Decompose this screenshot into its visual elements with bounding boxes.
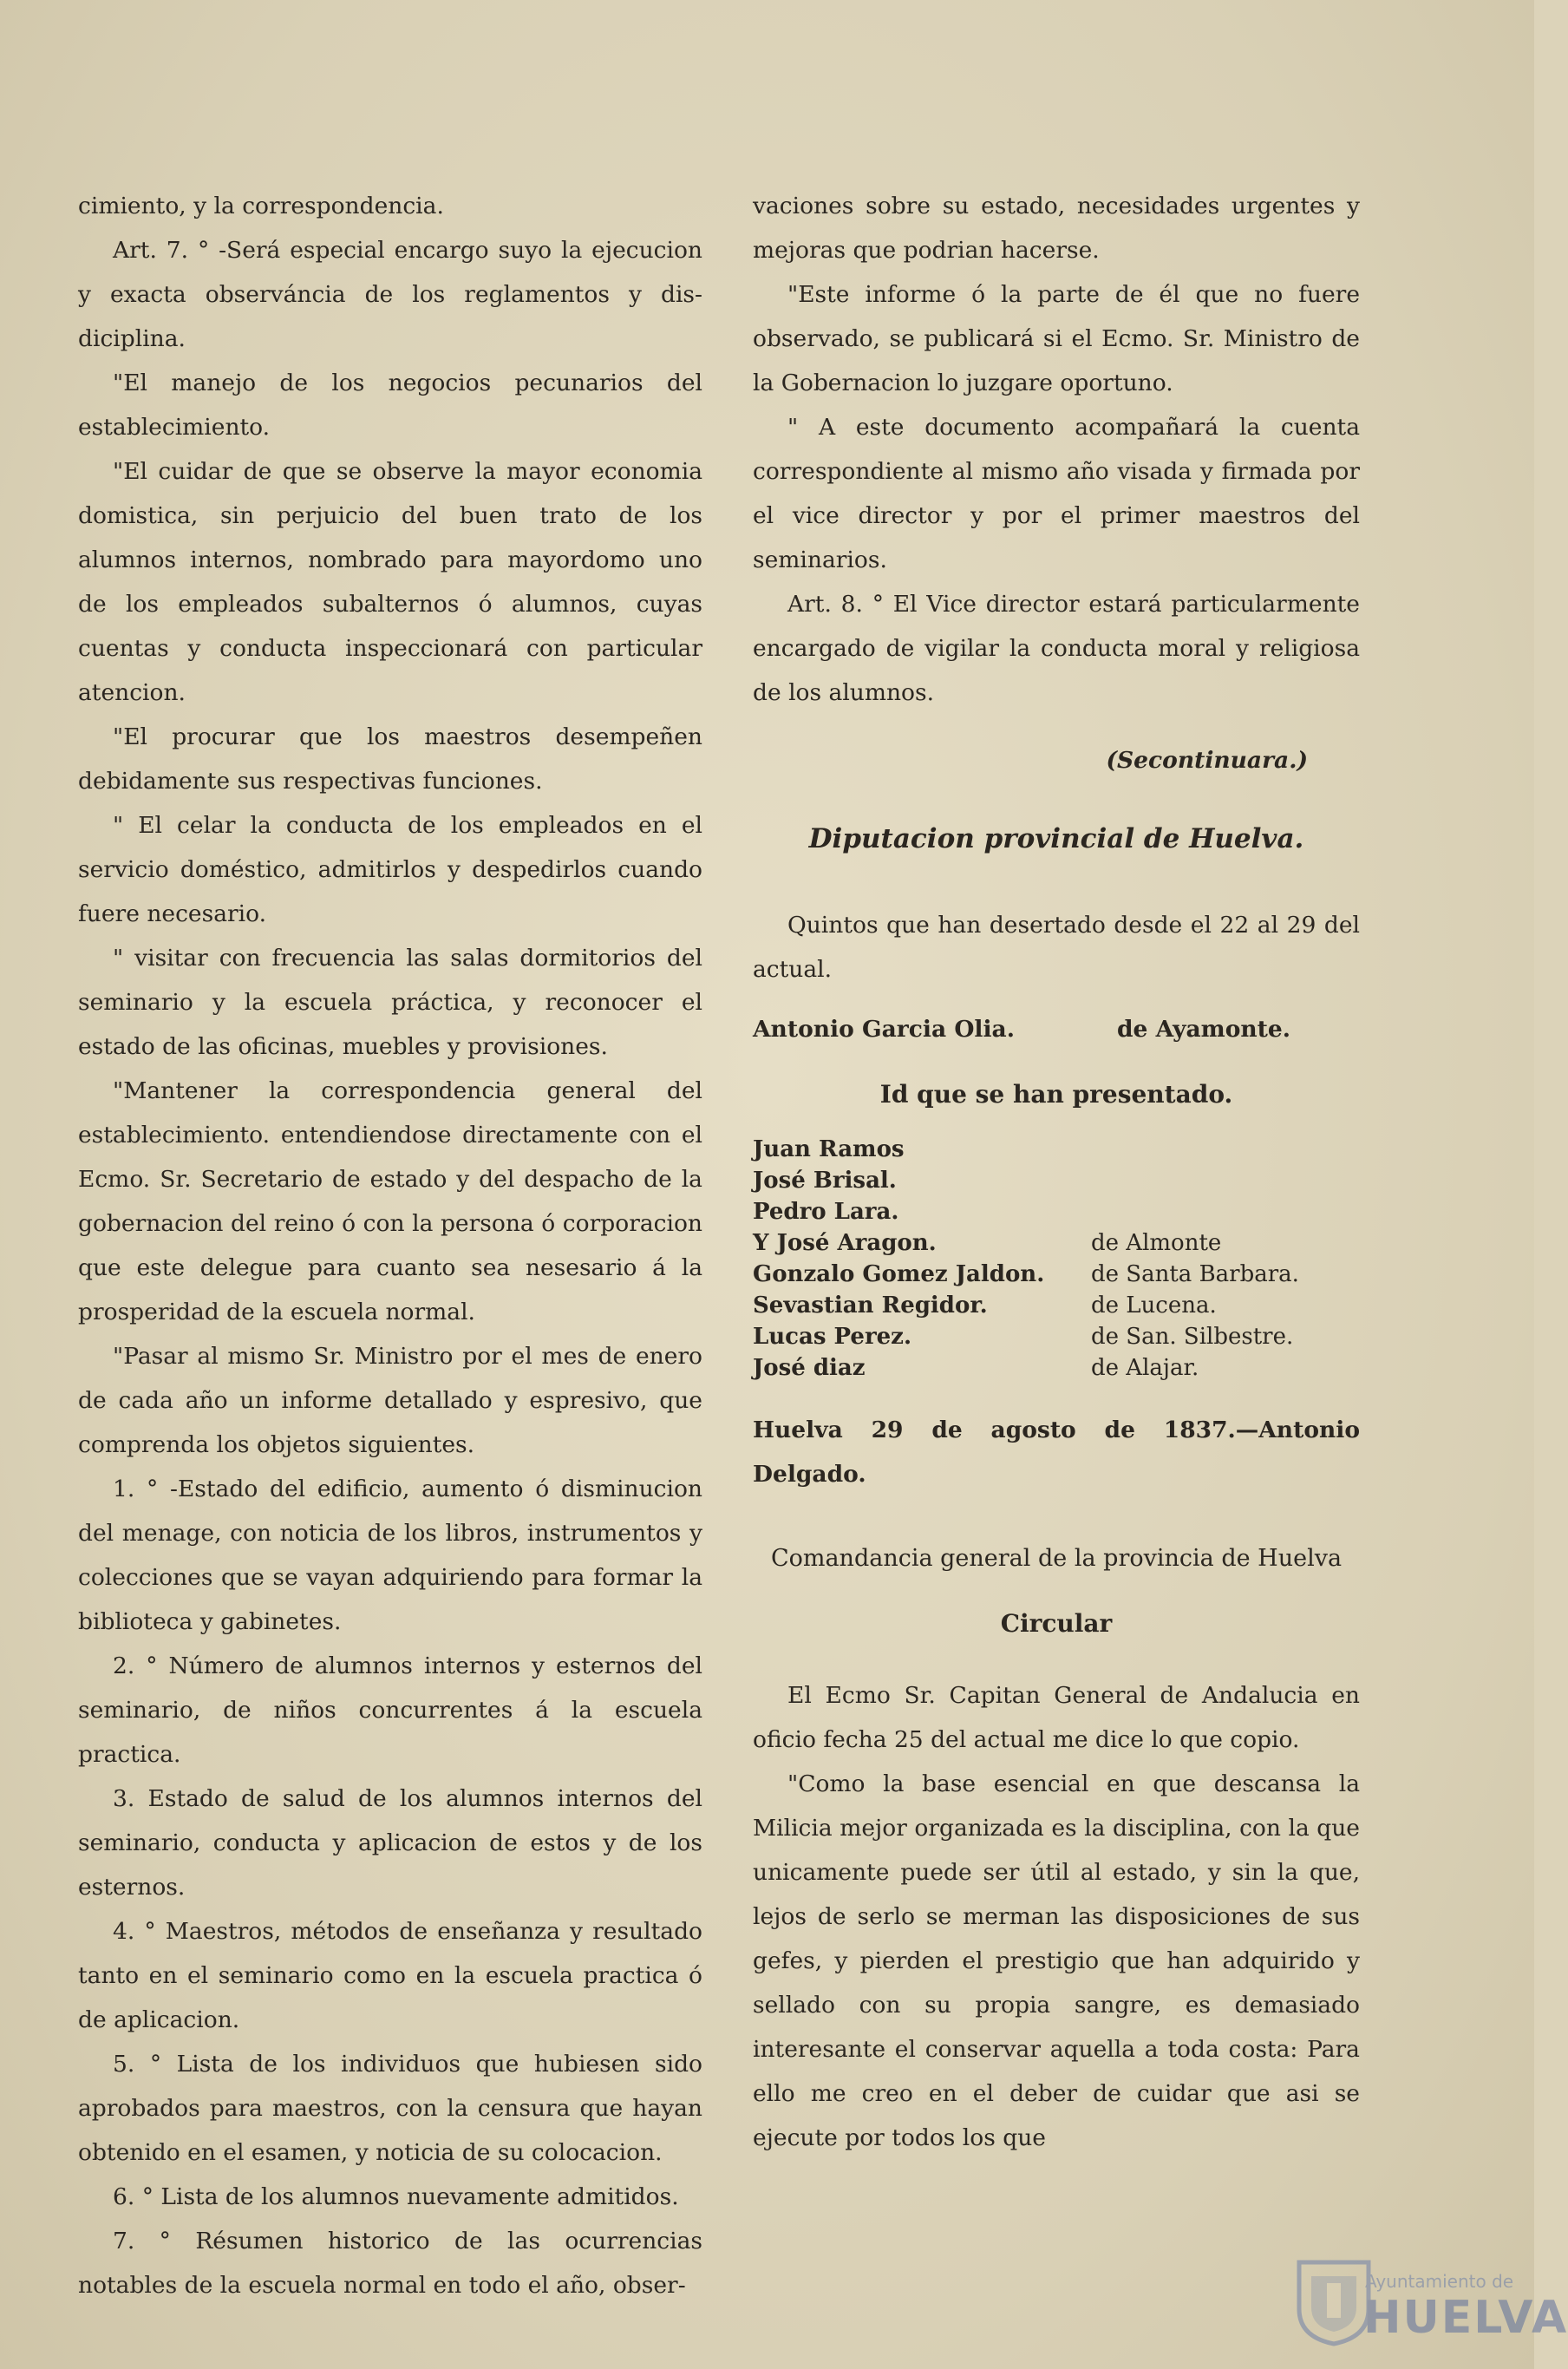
presented-subheading: Id que se han presentado. bbox=[879, 1079, 1233, 1109]
paragraph: cimiento, y la correspondencia. bbox=[78, 193, 444, 219]
paragraph: "El procurar que los maestros desempeñen debidamente sus respectivas funciones. bbox=[78, 723, 702, 795]
paragraph: " visitar con frecuencia las salas dormitorios del seminario y la escuela práctica, y reconocer el estado de las oficinas, muebles y provisiones. bbox=[78, 945, 702, 1060]
list-item: Lucas Perez. de San. Silbestre. bbox=[753, 1323, 1294, 1350]
paragraph: "El cuidar de que se observe la mayor economia domistica, sin perjuicio del buen trato de los alumnos internos, nombrado para mayordomo uno de los empleados subalternos ó alumnos, cuyas cuentas y conducta inspeccionará con particular atencion. bbox=[78, 458, 702, 706]
ayuntamiento-watermark bbox=[1290, 2254, 1568, 2349]
paragraph: Art. 7. ° -Será especial encargo suyo la ejecucion y exacta observáncia de los reglamentos y dis-diciplina. bbox=[78, 237, 702, 352]
deserter-name: Antonio Garcia Olia. bbox=[753, 1015, 1015, 1043]
paragraph: Art. 8. ° El Vice director estará particularmente encargado de vigilar la conducta moral y religiosa de los alumnos. bbox=[753, 591, 1360, 706]
paragraph: " A este documento acompañará la cuenta correspondiente al mismo año visada y firmada por el vice director y por el primer maestros del seminarios. bbox=[753, 414, 1360, 573]
paragraph: "El manejo de los negocios pecunarios del establecimiento. bbox=[78, 370, 702, 441]
paragraph: 5. ° Lista de los individuos que hubiesen sido aprobados para maestros, con la censura que hayan obtenido en el esamen, y noticia de su colocacion. bbox=[78, 2051, 702, 2166]
deserters-intro: Quintos que han desertado desde el 22 al 29 del actual. bbox=[753, 911, 1360, 983]
left-column bbox=[78, 184, 702, 2307]
continuation-note: (Secontinuara.) bbox=[1106, 746, 1308, 774]
paragraph: El Ecmo Sr. Capitan General de Andalucia en oficio fecha 25 del actual me dice lo que copio. bbox=[753, 1681, 1360, 1753]
paragraph: 2. ° Número de alumnos internos y esternos del seminario, de niños concurrentes á la escuela practica. bbox=[78, 1652, 702, 1768]
list-item: José Brisal. bbox=[753, 1167, 897, 1194]
presented-list bbox=[753, 1134, 1360, 1384]
list-item: Juan Ramos bbox=[753, 1135, 905, 1162]
list-item: José diaz de Alajar. bbox=[753, 1354, 1199, 1381]
paragraph: 3. Estado de salud de los alumnos internos del seminario, conducta y aplicacion de estos y de los esternos. bbox=[78, 1785, 702, 1901]
comandancia-heading: Comandancia general de la provincia de Huelva bbox=[770, 1544, 1343, 1572]
paragraph: 7. ° Résumen historico de las ocurrencias notables de la escuela normal en todo el año, obser- bbox=[78, 2228, 702, 2299]
list-item: Sevastian Regidor. de Lucena. bbox=[753, 1292, 1217, 1319]
paragraph: "Como la base esencial en que descansa la Milicia mejor organizada es la disciplina, con la que unicamente puede ser útil al estado, y sin la que, lejos de serlo se merman las disposiciones de sus gefes, y pierden el prestigio que han adquirido y sellado con su propia sangre, es demasiado interesante el conservar aquella a toda costa: Para ello me creo en el deber de cuidar que asi se ejecute por todos los que bbox=[753, 1770, 1360, 2151]
paragraph: 1. ° -Estado del edificio, aumento ó disminucion del menage, con noticia de los libros, instrumentos y colecciones que se vayan adquiriendo para formar la biblioteca y gabinetes. bbox=[78, 1476, 702, 1635]
circular-subheading: Circular bbox=[1000, 1608, 1113, 1638]
deserter-origin: de Ayamonte. bbox=[1117, 1015, 1290, 1043]
paragraph: vaciones sobre su estado, necesidades urgentes y mejoras que podrian hacerse. bbox=[753, 193, 1360, 264]
diputacion-heading: Diputacion provincial de Huelva. bbox=[808, 822, 1304, 854]
deserter-entry bbox=[753, 1007, 1360, 1051]
list-item: Gonzalo Gomez Jaldon. de Santa Barbara. bbox=[753, 1260, 1299, 1287]
diputacion-signature: Huelva 29 de agosto de 1837.—Antonio Delgado. bbox=[753, 1416, 1360, 1488]
paragraph: "Pasar al mismo Sr. Ministro por el mes de enero de cada año un informe detallado y espresivo, que comprenda los objetos siguientes. bbox=[78, 1343, 702, 1458]
right-column bbox=[753, 184, 1360, 2160]
paragraph: 6. ° Lista de los alumnos nuevamente admitidos. bbox=[113, 2183, 679, 2210]
paragraph: "Este informe ó la parte de él que no fuere observado, se publicará si el Ecmo. Sr. Ministro de la Gobernacion lo juzgare oportuno. bbox=[753, 281, 1360, 396]
paragraph: 4. ° Maestros, métodos de enseñanza y resultado tanto en el seminario como en la escuela practica ó de aplicacion. bbox=[78, 1918, 702, 2033]
watermark-line2: HUELVA bbox=[1363, 2292, 1568, 2344]
paragraph: " El celar la conducta de los empleados en el servicio doméstico, admitirlos y despedirlos cuando fuere necesario. bbox=[78, 812, 702, 927]
paragraph: "Mantener la correspondencia general del establecimiento. entendiendose directamente con el Ecmo. Sr. Secretario de estado y del despacho de la gobernacion del reino ó con la persona ó corporacion que este delegue para cuanto sea nesesario á la prosperidad de la escuela normal. bbox=[78, 1077, 702, 1325]
watermark-line1: Ayuntamiento de bbox=[1365, 2271, 1514, 2292]
list-item: Pedro Lara. bbox=[753, 1198, 899, 1225]
list-item: Y José Aragon. de Almonte bbox=[753, 1229, 1222, 1256]
